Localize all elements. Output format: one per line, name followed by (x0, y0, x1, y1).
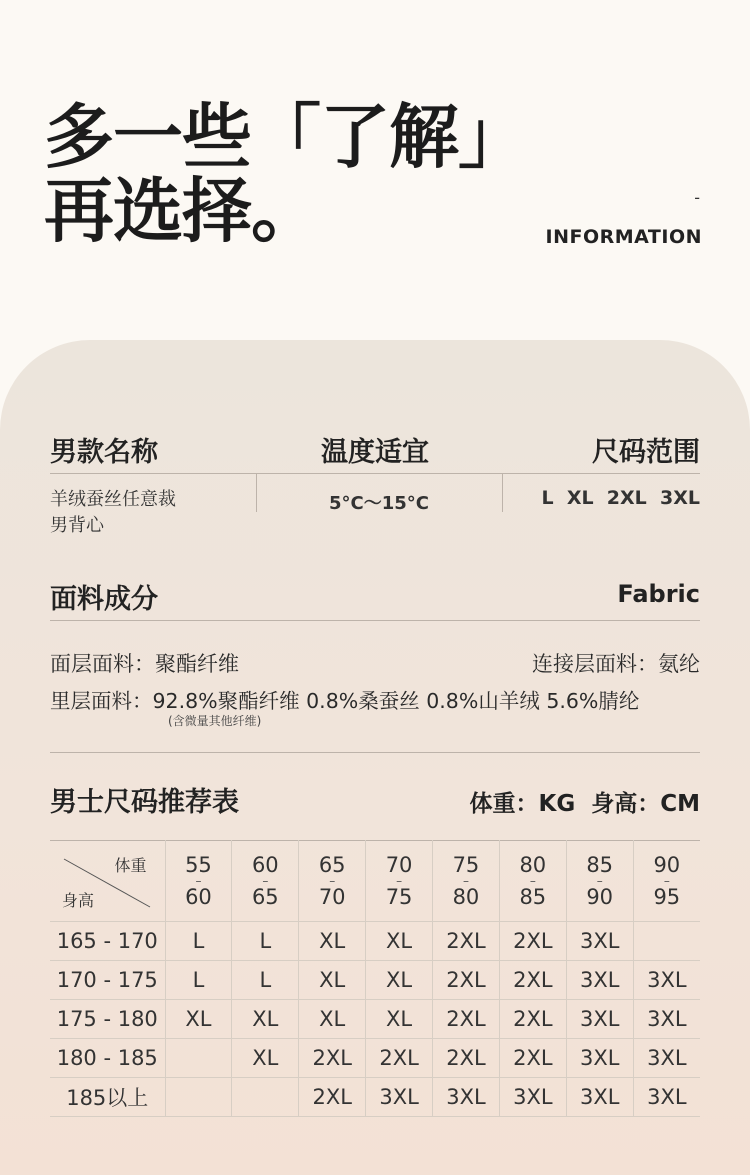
weight-max: 60 (185, 885, 212, 909)
size-cell: 2XL (499, 922, 566, 961)
height-range-cell: 180 - 185 (50, 1039, 165, 1078)
size-cell: 3XL (566, 1000, 633, 1039)
inner-fabric-label: 里层面料： (50, 689, 153, 713)
connect-fabric-value: 氨纶 (658, 652, 700, 676)
fabric-note: (含微量其他纤维) (168, 714, 262, 728)
size-cell: 2XL (299, 1078, 366, 1117)
weight-min: 55 (185, 853, 212, 877)
size-cell: 3XL (633, 1078, 700, 1117)
size-cell: 3XL (633, 1000, 700, 1039)
weight-range-header (499, 841, 566, 922)
basics-header-row (50, 430, 700, 469)
size-table (50, 840, 700, 1117)
weight-dash: – (596, 874, 603, 888)
unit-weight: 体重：KG (469, 791, 576, 817)
size-cell: L (165, 961, 232, 1000)
corner-weight-label: 体重 (114, 856, 147, 875)
connect-fabric-label: 连接层面料： (532, 652, 658, 676)
size-cell: XL (232, 1039, 299, 1078)
weight-dash: – (396, 874, 403, 888)
size-cell: 2XL (299, 1039, 366, 1078)
size-cell: L (232, 922, 299, 961)
fabric-title: 面料成分 (50, 584, 158, 615)
table-corner-cell (50, 841, 165, 922)
product-name-line-1: 羊绒蚕丝任意裁 (50, 489, 176, 510)
outer-fabric (50, 648, 239, 678)
column-divider (502, 474, 503, 512)
fabric-title-en: Fabric (617, 580, 700, 608)
divider (50, 752, 700, 753)
decor-dash: - (694, 188, 700, 207)
temperature-value: 5°C～15°C (329, 493, 429, 514)
size-cell: 2XL (499, 1039, 566, 1078)
weight-max: 75 (385, 885, 413, 909)
size-cell: 3XL (633, 961, 700, 1000)
size-cell: XL (299, 922, 366, 961)
size-cell: 3XL (633, 1039, 700, 1078)
table-row (50, 922, 700, 961)
outer-fabric-value: 聚酯纤维 (155, 652, 239, 676)
size-cell: 3XL (566, 961, 633, 1000)
header-temperature: 温度适宜 (321, 437, 429, 468)
weight-min: 80 (519, 853, 547, 877)
size-cell: 3XL (566, 1078, 633, 1117)
title-line-2: 再选择。 (44, 170, 320, 252)
information-label: INFORMATION (545, 226, 702, 248)
height-range-cell: 175 - 180 (50, 1000, 165, 1039)
weight-min: 65 (318, 853, 346, 877)
size-cell: XL (299, 1000, 366, 1039)
weight-max: 85 (519, 885, 547, 909)
size-cell (165, 1078, 232, 1117)
weight-max: 80 (452, 885, 480, 909)
weight-range-header (633, 841, 700, 922)
weight-range-header (165, 841, 232, 922)
weight-dash: – (462, 874, 469, 888)
table-header-row (50, 841, 700, 922)
table-row (50, 1000, 700, 1039)
size-cell: 2XL (433, 1000, 500, 1039)
weight-min: 70 (385, 853, 413, 877)
weight-dash: – (195, 874, 202, 888)
divider (50, 620, 700, 621)
divider (50, 473, 700, 474)
size-cell: 2XL (433, 922, 500, 961)
weight-range-header (566, 841, 633, 922)
page-title (44, 96, 527, 252)
size-cell: 2XL (366, 1039, 433, 1078)
size-chart-units (470, 785, 701, 818)
inner-fabric (50, 684, 639, 714)
weight-range-header (232, 841, 299, 922)
size-chart-title: 男士尺码推荐表 (50, 787, 239, 818)
weight-min: 90 (653, 853, 681, 877)
weight-dash: – (529, 874, 536, 888)
size-cell (633, 922, 700, 961)
corner-height-label: 身高 (62, 891, 95, 910)
product-name (50, 487, 176, 539)
weight-dash: – (262, 874, 269, 888)
size-cell: XL (366, 922, 433, 961)
product-name-line-2: 男背心 (50, 515, 104, 536)
size-cell: XL (366, 1000, 433, 1039)
weight-max: 90 (586, 885, 614, 909)
weight-range-header (366, 841, 433, 922)
header-size-range: 尺码范围 (592, 437, 701, 468)
weight-min: 60 (251, 853, 279, 877)
title-line-1: 多一些「了解」 (44, 96, 527, 178)
height-range-cell: 170 - 175 (50, 961, 165, 1000)
size-cell: 3XL (566, 1039, 633, 1078)
size-cell: 2XL (499, 1000, 566, 1039)
size-cell (165, 1039, 232, 1078)
size-cell: XL (165, 1000, 232, 1039)
size-cell: XL (232, 1000, 299, 1039)
size-cell: 2XL (433, 1039, 500, 1078)
size-cell: 3XL (499, 1078, 566, 1117)
size-cell: 3XL (566, 922, 633, 961)
table-row (50, 961, 700, 1000)
weight-dash: – (329, 874, 336, 888)
weight-max: 70 (318, 885, 346, 909)
size-cell: L (165, 922, 232, 961)
size-cell: 2XL (499, 961, 566, 1000)
outer-fabric-label: 面层面料： (50, 652, 155, 676)
weight-min: 85 (586, 853, 614, 877)
height-range-cell: 185以上 (50, 1078, 165, 1117)
height-range-cell: 165 - 170 (50, 922, 165, 961)
table-row (50, 1078, 700, 1117)
weight-max: 65 (251, 885, 279, 909)
header-name: 男款名称 (50, 437, 158, 468)
size-cell: 3XL (366, 1078, 433, 1117)
size-cell: L (232, 961, 299, 1000)
size-cell: XL (299, 961, 366, 1000)
weight-range-header (299, 841, 366, 922)
inner-fabric-value: 92.8%聚酯纤维 0.8%桑蚕丝 0.8%山羊绒 5.6%腈纶 (152, 689, 640, 713)
size-cell: 3XL (433, 1078, 500, 1117)
weight-min: 75 (452, 853, 480, 877)
size-cell: 2XL (433, 961, 500, 1000)
size-cell: XL (366, 961, 433, 1000)
weight-max: 95 (653, 885, 681, 909)
connect-fabric (532, 648, 700, 678)
weight-dash: – (663, 874, 670, 888)
unit-height: 身高：CM (591, 791, 700, 817)
table-row (50, 1039, 700, 1078)
size-range-value: L XL 2XL 3XL (541, 487, 700, 509)
weight-range-header (433, 841, 500, 922)
size-cell (232, 1078, 299, 1117)
